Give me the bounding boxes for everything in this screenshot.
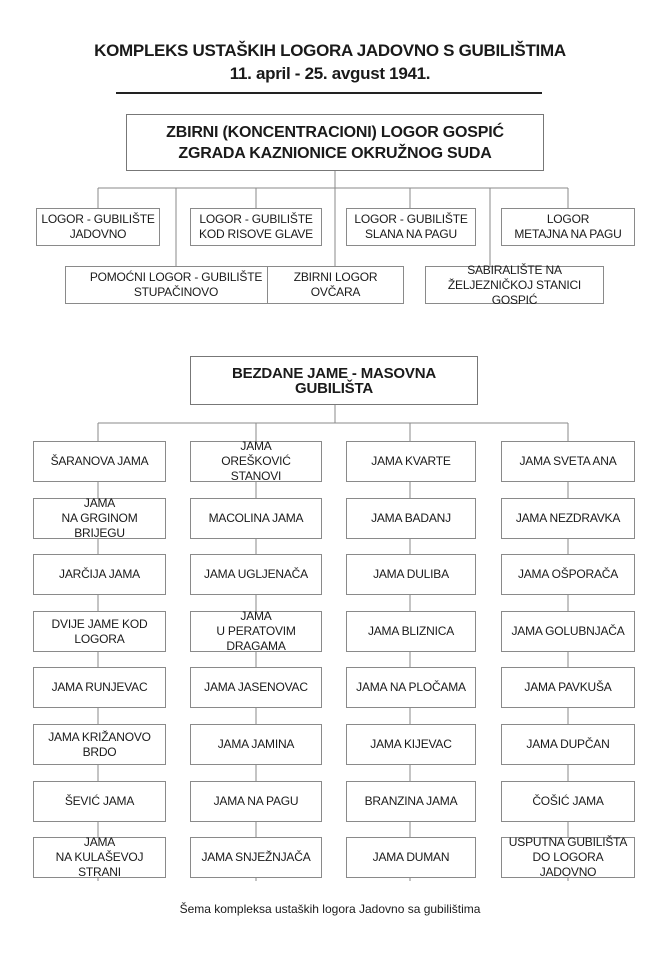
pit-box: ŠARANOVA JAMA <box>33 441 166 482</box>
diagram-title: KOMPLEKS USTAŠKIH LOGORA JADOVNO S GUBILIŠTIMA <box>94 41 566 60</box>
camp-box: LOGOR - GUBILIŠTE JADOVNO <box>36 208 160 246</box>
pit-box: JAMA DUPČAN <box>501 724 635 765</box>
pit-box: JAMA NA PAGU <box>190 781 322 822</box>
pit-box: JAMA RUNJEVAC <box>33 667 166 708</box>
pit-box: JAMA SVETA ANA <box>501 441 635 482</box>
pit-box: JAMA JASENOVAC <box>190 667 322 708</box>
pit-box: JAMA NA PLOČAMA <box>346 667 476 708</box>
pit-box: USPUTNA GUBILIŠTA DO LOGORA JADOVNO <box>501 837 635 878</box>
camp-box: LOGOR - GUBILIŠTE KOD RISOVE GLAVE <box>190 208 322 246</box>
pit-box: JAMA DULIBA <box>346 554 476 595</box>
pit-box: JAMA UGLJENAČA <box>190 554 322 595</box>
pit-box: JAMA NEZDRAVKA <box>501 498 635 539</box>
pit-box: JAMA KRIŽANOVO BRDO <box>33 724 166 765</box>
pits-header-box: BEZDANE JAME - MASOVNA GUBILIŠTA <box>190 356 478 405</box>
pit-box: JAMA GOLUBNJAČA <box>501 611 635 652</box>
pit-box: JAMA PAVKUŠA <box>501 667 635 708</box>
camp-box: LOGOR METAJNA NA PAGU <box>501 208 635 246</box>
pit-box: BRANZINA JAMA <box>346 781 476 822</box>
pit-box: JAMA BLIZNICA <box>346 611 476 652</box>
pit-box: JAMA NA GRGINOM BRIJEGU <box>33 498 166 539</box>
camp-box: SABIRALIŠTE NA ŽELJEZNIČKOJ STANICI GOSPIĆ <box>425 266 604 304</box>
pit-box: JAMA KVARTE <box>346 441 476 482</box>
pit-box: JAMA DUMAN <box>346 837 476 878</box>
camp-box: POMOĆNI LOGOR - GUBILIŠTE STUPAČINOVO <box>65 266 287 304</box>
pit-box: ŠEVIĆ JAMA <box>33 781 166 822</box>
pit-box: JAMA BADANJ <box>346 498 476 539</box>
figure-caption: Šema kompleksa ustaških logora Jadovno sa gubilištima <box>179 902 481 916</box>
pit-box: JAMA OŠPORAČA <box>501 554 635 595</box>
pit-box: JAMA SNJEŽNJAČA <box>190 837 322 878</box>
central-camp-gospic-box: ZBIRNI (KONCENTRACIONI) LOGOR GOSPIĆ ZGRADA KAZNIONICE OKRUŽNOG SUDA <box>126 114 544 171</box>
pit-box: JARČIJA JAMA <box>33 554 166 595</box>
camp-box: ZBIRNI LOGOR OVČARA <box>267 266 404 304</box>
pit-box: DVIJE JAME KOD LOGORA <box>33 611 166 652</box>
pit-box: JAMA NA KULAŠEVOJ STRANI <box>33 837 166 878</box>
pit-box: JAMA JAMINA <box>190 724 322 765</box>
pit-box: ČOŠIĆ JAMA <box>501 781 635 822</box>
pit-box: JAMA OREŠKOVIĆ STANOVI <box>190 441 322 482</box>
pit-box: JAMA KIJEVAC <box>346 724 476 765</box>
diagram-subtitle-dates: 11. april - 25. avgust 1941. <box>229 64 431 83</box>
pit-box: JAMA U PERATOVIM DRAGAMA <box>190 611 322 652</box>
pit-box: MACOLINA JAMA <box>190 498 322 539</box>
camp-box: LOGOR - GUBILIŠTE SLANA NA PAGU <box>346 208 476 246</box>
